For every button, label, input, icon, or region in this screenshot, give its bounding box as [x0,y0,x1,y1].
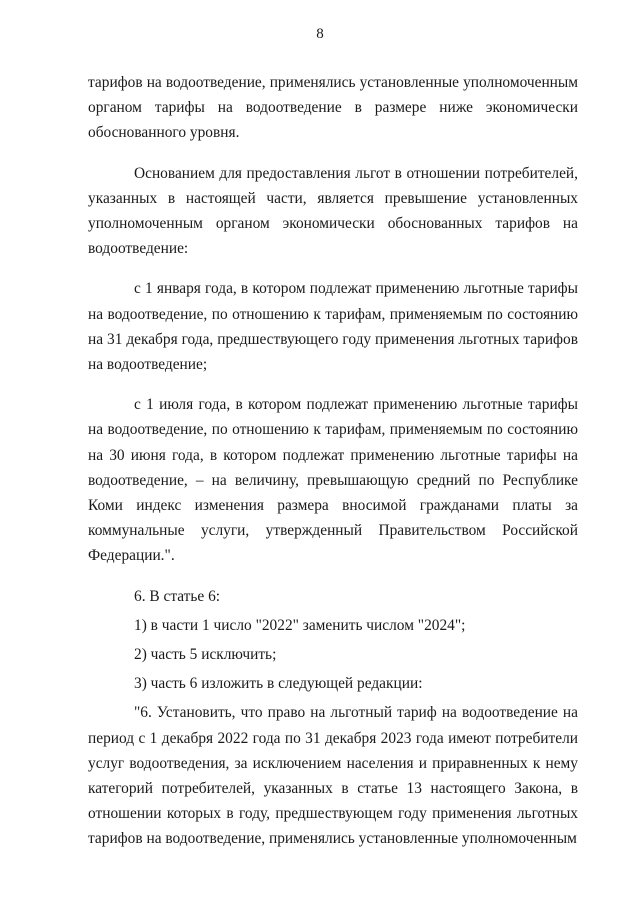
paragraph-continuation: тарифов на водоотведение, применялись установленные уполномоченным органом тарифы на водоотведение в размере ниже экономически обоснованного уровня. [88,74,578,142]
list-item-1: 1) в части 1 число "2022" заменить числом "2024"; [134,616,466,634]
paragraph-article-6: 6. В статье 6: [134,587,221,605]
page-number: 8 [316,26,324,42]
paragraph-part-6: "6. Установить, что право на льготный тариф на водоотведение на период с 1 декабря 2022 года по 31 декабря 2023 года имеют потребители услуг водоотведения, за исключением населения и приравненных к нему категорий потребителей, указанных в статье 13 настоящего Закона, в отношении которых в году, предшествующем году применения льготных тарифов на водоотведение, применялись установленные уполномоченным [88,704,578,848]
paragraph-grounds: Основанием для предоставления льгот в отношении потребителей, указанных в настоящей части, является превышение установленных уполномоченным органом экономически обоснованных тарифов на водоотведение: [88,164,578,258]
list-item-3: 3) часть 6 изложить в следующей редакции: [134,675,423,693]
paragraph-july: с 1 июля года, в котором подлежат применению льготные тарифы на водоотведение, по отношению к тарифам, применяемым по состоянию на 30 июня года, в котором подлежат применению льготные тарифы на водоотведение, – на величину, превышающую средний по Республике Коми индекс изменения размера вносимой гражданами платы за коммунальные услуги, утвержденный Правительством Российской Федерации.". [88,396,578,565]
document-body [88,70,578,852]
paragraph-january: с 1 января года, в котором подлежат применению льготные тарифы на водоотведение, по отношению к тарифам, применяемым по состоянию на 31 декабря года, предшествующего году применения льготных тарифов на водоотведение; [88,280,578,374]
list-item-2: 2) часть 5 исключить; [134,646,277,664]
